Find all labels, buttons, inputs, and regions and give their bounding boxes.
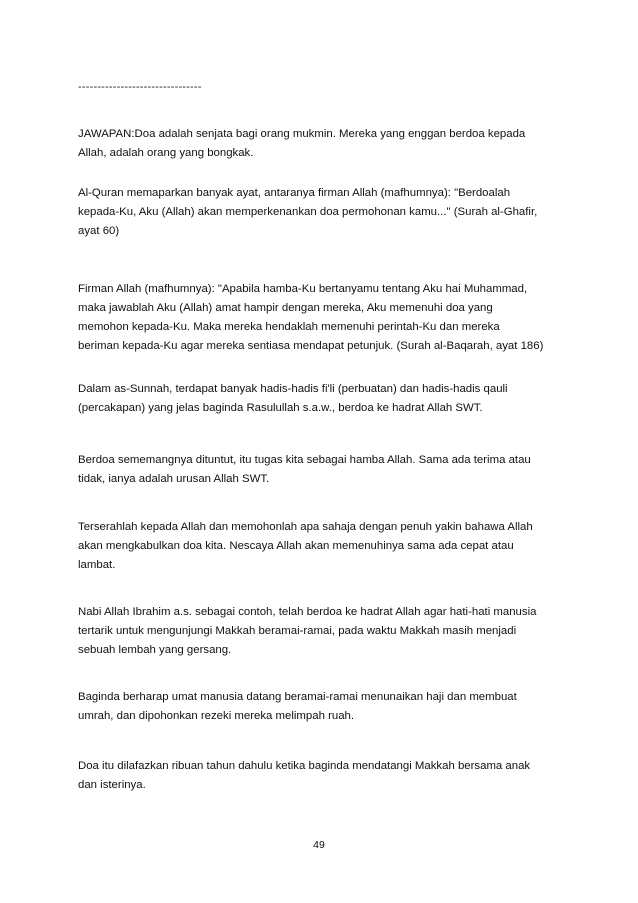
paragraph-line: Baginda berharap umat manusia datang beramai-ramai menunaikan haji dan membuat [78,691,517,703]
paragraph-line: memohon kepada-Ku. Maka mereka hendaklah memenuhi perintah-Ku dan mereka [78,321,500,333]
paragraph-al-quran [78,184,562,241]
paragraph-line: Doa itu dilafazkan ribuan tahun dahulu ketika baginda mendatangi Makkah bersama anak [78,760,531,772]
paragraph-line: maka jawablah Aku (Allah) amat hampir dengan mereka, Aku memenuhi doa yang [78,302,493,314]
paragraph-berdoa [78,451,562,489]
paragraph-jawapan [78,125,562,163]
paragraph-line: sebuah lembah yang gersang. [78,644,232,656]
paragraph-line: Firman Allah (mafhumnya): "Apabila hamba-Ku bertanyamu tentang Aku hai Muhammad, [78,283,528,295]
separator-line: -------------------------------- [78,81,202,93]
paragraph-line: tertarik untuk mengunjungi Makkah beramai-ramai, pada waktu Makkah masih menjadi [78,625,517,637]
paragraph-line: JAWAPAN:Doa adalah senjata bagi orang mukmin. Mereka yang enggan berdoa kepada [78,128,526,140]
paragraph-line: Berdoa sememangnya dituntut, itu tugas kita sebagai hamba Allah. Sama ada terima atau [78,454,531,466]
paragraph-line: tidak, ianya adalah urusan Allah SWT. [78,473,270,485]
paragraph-line: akan mengkabulkan doa kita. Nescaya Allah akan memenuhinya sama ada cepat atau [78,540,514,552]
paragraph-line: kepada-Ku, Aku (Allah) akan memperkenankan doa permohonan kamu..." (Surah al-Ghafir, [78,206,538,218]
paragraph-line: Terserahlah kepada Allah dan memohonlah apa sahaja dengan penuh yakin bahawa Allah [78,521,533,533]
page-number: 49 [313,839,325,851]
paragraph-line: Nabi Allah Ibrahim a.s. sebagai contoh, telah berdoa ke hadrat Allah agar hati-hati manusia [78,606,537,618]
paragraph-doa-dilafazkan [78,757,562,795]
paragraph-line: Dalam as-Sunnah, terdapat banyak hadis-hadis fi'li (perbuatan) dan hadis-hadis qauli [78,383,508,395]
paragraph-terserahlah [78,518,562,575]
paragraph-line: umrah, dan dipohonkan rezeki mereka melimpah ruah. [78,710,355,722]
paragraph-line: ayat 60) [78,225,120,237]
paragraph-line: lambat. [78,559,116,571]
paragraph-line: Al-Quran memaparkan banyak ayat, antaranya firman Allah (mafhumnya): "Berdoalah [78,187,511,199]
paragraph-as-sunnah [78,380,562,418]
paragraph-line: dan isterinya. [78,779,146,791]
paragraph-nabi-ibrahim [78,603,562,660]
paragraph-line: (percakapan) yang jelas baginda Rasulullah s.a.w., berdoa ke hadrat Allah SWT. [78,402,483,414]
paragraph-line: Allah, adalah orang yang bongkak. [78,147,254,159]
paragraph-line: beriman kepada-Ku agar mereka sentiasa mendapat petunjuk. (Surah al-Baqarah, ayat 186) [78,340,544,352]
paragraph-baginda [78,688,562,726]
paragraph-firman-allah [78,280,562,356]
